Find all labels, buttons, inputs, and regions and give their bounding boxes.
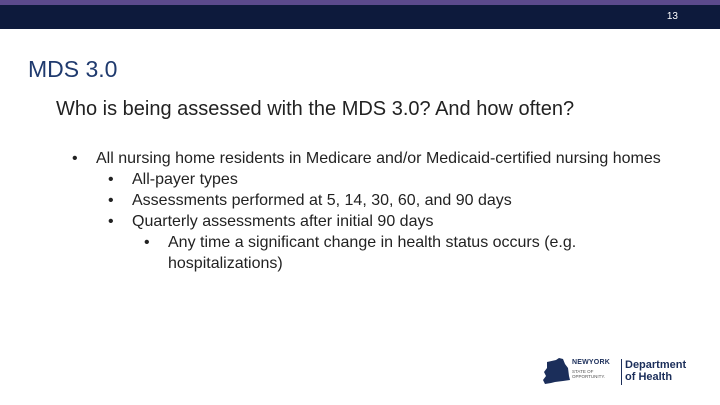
bullet-icon: •	[108, 213, 114, 230]
bullet-text: Any time a significant change in health status occurs (e.g. hospitalizations)	[168, 234, 577, 272]
nys-department-of-health-logo	[541, 356, 693, 388]
bullet-text: Quarterly assessments after initial 90 days	[132, 213, 434, 230]
logo-tagline: STATE OF OPPORTUNITY.	[572, 369, 606, 379]
logo-department-line2: of Health	[625, 371, 673, 383]
bullet-icon: •	[72, 150, 78, 167]
new-york-state-icon	[541, 356, 571, 386]
bullet-item	[64, 148, 664, 169]
bullet-list	[64, 148, 664, 274]
bullet-icon: •	[108, 192, 114, 209]
logo-state-name: NEWYORK	[572, 359, 610, 366]
logo-department-line1: Department	[625, 359, 687, 371]
bullet-text: All nursing home residents in Medicare and/or Medicaid-certified nursing homes	[96, 150, 661, 167]
logo-department-name	[625, 359, 686, 383]
slide-number: 13	[666, 11, 678, 22]
bullet-icon: •	[108, 171, 114, 188]
bullet-item	[64, 190, 664, 211]
bullet-text: Assessments performed at 5, 14, 30, 60, and 90 days	[132, 192, 512, 209]
bullet-item	[64, 232, 664, 274]
bullet-icon: •	[144, 234, 150, 251]
slide-title: MDS 3.0	[28, 56, 118, 82]
bullet-item	[64, 211, 664, 232]
slide-subtitle: Who is being assessed with the MDS 3.0? And how often?	[56, 98, 575, 120]
logo-divider	[621, 359, 622, 385]
bullet-text: All-payer types	[132, 171, 238, 188]
header-bar	[0, 5, 720, 29]
bullet-item	[64, 169, 664, 190]
